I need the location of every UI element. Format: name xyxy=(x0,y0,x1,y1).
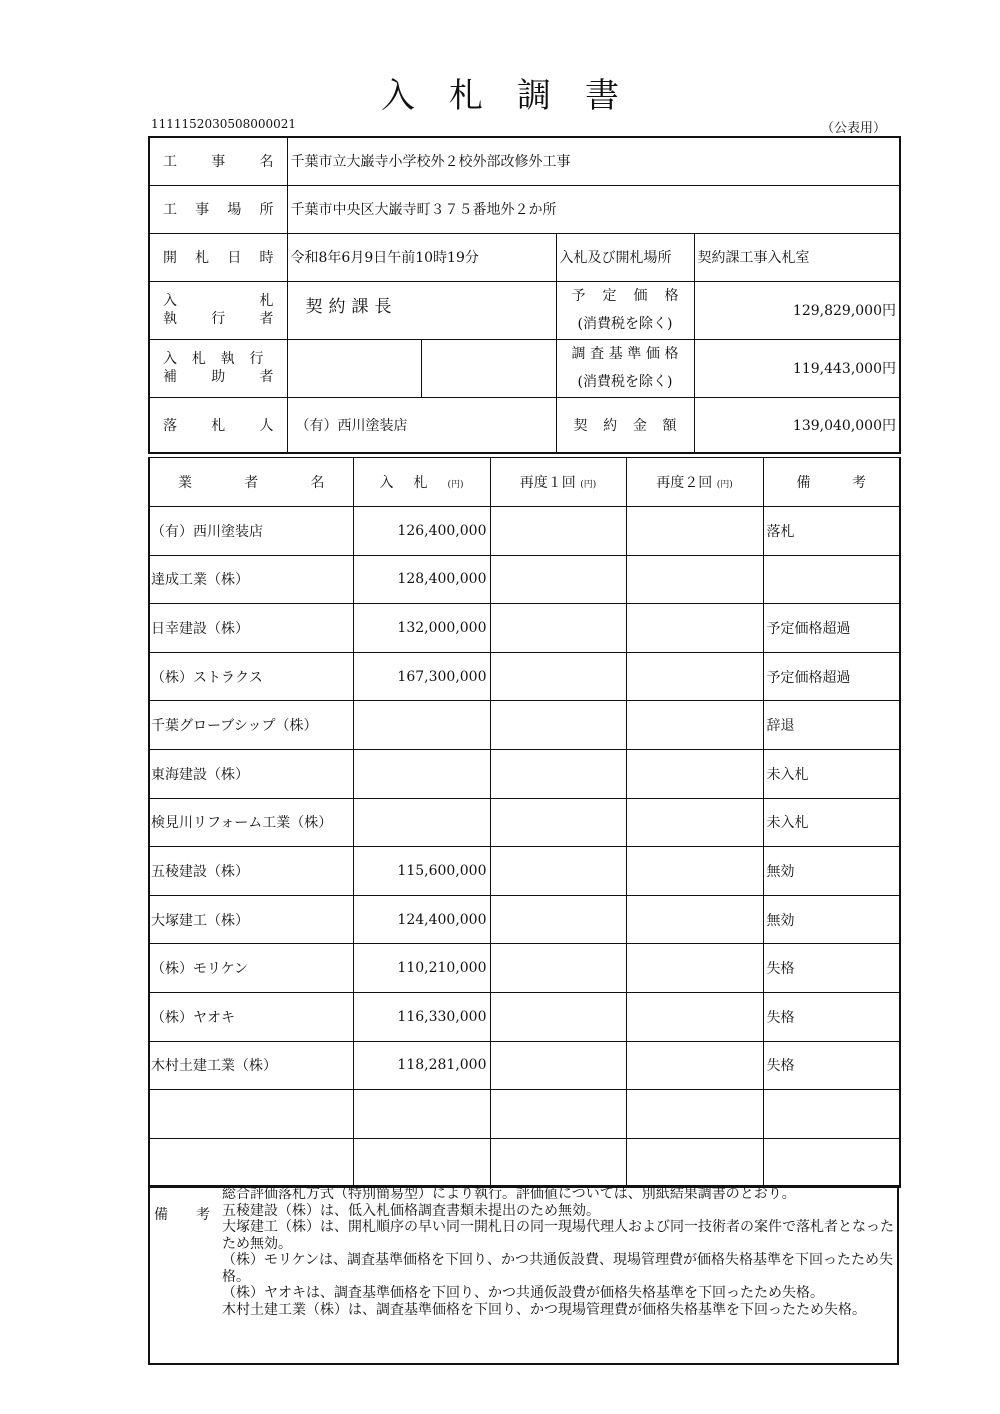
work-place: 千葉市中央区大巌寺町３７５番地外２か所 xyxy=(287,185,900,233)
rebid1-cell xyxy=(490,1090,626,1139)
company-cell: （株）モリケン xyxy=(149,944,353,993)
header-rebid1 xyxy=(490,458,626,507)
winner: （有）西川塗装店 xyxy=(287,397,556,453)
remarks-cell: 未入札 xyxy=(763,798,900,847)
label-text: 工 事 場 所 xyxy=(163,202,274,218)
remarks-box xyxy=(148,1185,899,1365)
label-text: 落 札 人 xyxy=(163,417,274,434)
remarks-cell: 失格 xyxy=(763,992,900,1041)
rebid2-cell xyxy=(626,1138,763,1187)
label-text: 入 札 執 行 補 助 者 xyxy=(163,351,274,385)
company-cell: 木村土建工業（株） xyxy=(149,1041,353,1090)
opening-label xyxy=(149,233,287,281)
rebid2-cell xyxy=(626,1041,763,1090)
rebid1-cell xyxy=(490,701,626,750)
header-bid: 入札(円) xyxy=(353,458,490,507)
bid-cell: 128,400,000 xyxy=(353,555,490,604)
planned-price-label xyxy=(556,281,694,339)
rebid2-cell xyxy=(626,992,763,1041)
rebid2-cell xyxy=(626,604,763,653)
label-text: 工 事 名 xyxy=(163,154,274,171)
bid-cell: 118,281,000 xyxy=(353,1041,490,1090)
assistant-1 xyxy=(287,339,421,397)
table-row xyxy=(149,701,900,750)
winner-label xyxy=(149,397,287,453)
remarks-cell: 予定価格超過 xyxy=(763,652,900,701)
unit-label: (円) xyxy=(716,480,733,490)
company-cell: 千葉グローブシップ（株） xyxy=(149,701,353,750)
table-row xyxy=(149,944,900,993)
remarks-cell: 無効 xyxy=(763,895,900,944)
work-name: 千葉市立大巌寺小学校外２校外部改修外工事 xyxy=(287,137,900,185)
remarks-line: 大塚建工（株）は、開札順序の早い同一開札日の同一現場代理人および同一技術者の案件で落札者となったため無効。 xyxy=(222,1219,894,1252)
label-text: 調 査 基 準 価 格 (消費税を除く) xyxy=(560,340,691,396)
rebid1-cell xyxy=(490,1041,626,1090)
document-id: 1111152030508000021 xyxy=(151,117,297,131)
contract-amount: 139,040,000円 xyxy=(694,397,900,453)
public-label: （公表用） xyxy=(820,121,886,136)
label-text: 入 札 執 行 者 xyxy=(163,293,274,327)
assistant-label xyxy=(149,339,287,397)
remarks-cell: 失格 xyxy=(763,944,900,993)
rebid2-cell xyxy=(626,701,763,750)
rebid1-cell xyxy=(490,555,626,604)
remarks-line: 五稜建設（株）は、低入札価格調査書類未提出のため無効。 xyxy=(222,1202,600,1219)
unit-label: (円) xyxy=(580,480,597,490)
header-company xyxy=(149,458,353,507)
rebid2-cell xyxy=(626,749,763,798)
bid-cell xyxy=(353,701,490,750)
rebid1-cell xyxy=(490,847,626,896)
rebid2-cell xyxy=(626,944,763,993)
bid-cell: 110,210,000 xyxy=(353,944,490,993)
bid-cell xyxy=(353,1090,490,1139)
rebid2-cell xyxy=(626,1090,763,1139)
rebid2-cell xyxy=(626,507,763,556)
rebid1-cell xyxy=(490,652,626,701)
info-table xyxy=(148,136,901,454)
contract-label xyxy=(556,397,694,453)
company-cell xyxy=(149,1090,353,1139)
remarks-cell: 予定価格超過 xyxy=(763,604,900,653)
company-cell: （有）西川塗装店 xyxy=(149,507,353,556)
remarks-line: （株）モリケンは、調査基準価格を下回り、かつ共通仮設費、現場管理費が価格失格基準を下回ったため失格。 xyxy=(222,1252,894,1285)
table-row xyxy=(149,555,900,604)
label-text: 予 定 価 格 (消費税を除く) xyxy=(560,282,691,338)
bid-cell: 116,330,000 xyxy=(353,992,490,1041)
rebid1-label: 再度１回 xyxy=(519,475,576,491)
work-name-label xyxy=(149,137,287,185)
bid-cell: 124,400,000 xyxy=(353,895,490,944)
bid-cell xyxy=(353,1138,490,1187)
label-text: 開 札 日 時 xyxy=(163,250,274,266)
remarks-cell xyxy=(763,1090,900,1139)
bid-cell: 132,000,000 xyxy=(353,604,490,653)
rebid1-cell xyxy=(490,992,626,1041)
rebid2-cell xyxy=(626,895,763,944)
rebid1-cell xyxy=(490,895,626,944)
rebid1-cell xyxy=(490,944,626,993)
remarks-line: 総合評価落札方式（特別簡易型）により執行。評価値については、別紙結果調書のとおり。 xyxy=(222,1186,796,1202)
unit-label: (円) xyxy=(447,480,464,490)
table-row xyxy=(149,895,900,944)
bid-cell: 167,300,000 xyxy=(353,652,490,701)
executor-label xyxy=(149,281,287,339)
remarks-line: （株）ヤオキは、調査基準価格を下回り、かつ共通仮設費が価格失格基準を下回ったため失格。 xyxy=(222,1285,824,1301)
venue-label: 入札及び開札場所 xyxy=(556,233,694,281)
table-row xyxy=(149,847,900,896)
table-row xyxy=(149,1090,900,1139)
survey-price-label xyxy=(556,339,694,397)
remarks-cell: 落札 xyxy=(763,507,900,556)
bid-cell: 115,600,000 xyxy=(353,847,490,896)
remarks-cell: 未入札 xyxy=(763,749,900,798)
bid-cell: 126,400,000 xyxy=(353,507,490,556)
bid-cell xyxy=(353,798,490,847)
bid-table xyxy=(148,457,901,1188)
header-rebid2 xyxy=(626,458,763,507)
rebid2-cell xyxy=(626,652,763,701)
bid-cell xyxy=(353,749,490,798)
table-row xyxy=(149,652,900,701)
venue: 契約課工事入札室 xyxy=(694,233,900,281)
remarks-text xyxy=(222,1186,897,1318)
rebid2-cell xyxy=(626,555,763,604)
opening-datetime: 令和8年6月9日午前10時19分 xyxy=(287,233,556,281)
remarks-cell: 辞退 xyxy=(763,701,900,750)
company-cell xyxy=(149,1138,353,1187)
rebid1-cell xyxy=(490,507,626,556)
table-row xyxy=(149,507,900,556)
company-cell: 達成工業（株） xyxy=(149,555,353,604)
rebid1-cell xyxy=(490,798,626,847)
company-cell: （株）ストラクス xyxy=(149,652,353,701)
planned-price: 129,829,000円 xyxy=(694,281,900,339)
tax-note: (消費税を除く) xyxy=(577,374,673,390)
executor: 契約課長 xyxy=(287,281,556,339)
work-place-label xyxy=(149,185,287,233)
table-row xyxy=(149,992,900,1041)
table-row xyxy=(149,798,900,847)
rebid1-cell xyxy=(490,604,626,653)
company-cell: （株）ヤオキ xyxy=(149,992,353,1041)
label-text: 業 者 名 xyxy=(178,475,325,491)
label-text: 備 考 xyxy=(796,475,866,491)
table-row xyxy=(149,1041,900,1090)
company-cell: 日幸建設（株） xyxy=(149,604,353,653)
remarks-cell: 無効 xyxy=(763,847,900,896)
rebid2-cell xyxy=(626,847,763,896)
company-cell: 五稜建設（株） xyxy=(149,847,353,896)
rebid2-cell xyxy=(626,798,763,847)
company-cell: 大塚建工（株） xyxy=(149,895,353,944)
table-row xyxy=(149,604,900,653)
label-text: 契 約 金 額 xyxy=(573,417,677,434)
header-remarks xyxy=(763,458,900,507)
remarks-label: 備 考 xyxy=(154,1207,210,1223)
remarks-cell xyxy=(763,1138,900,1187)
company-cell: 東海建設（株） xyxy=(149,749,353,798)
table-row xyxy=(149,749,900,798)
remarks-cell: 失格 xyxy=(763,1041,900,1090)
remarks-line: 木村土建工業（株）は、調査基準価格を下回り、かつ現場管理費が価格失格基準を下回ったため失格。 xyxy=(222,1301,866,1318)
tax-note: (消費税を除く) xyxy=(577,316,673,332)
assistant-2 xyxy=(421,339,556,397)
survey-price: 119,443,000円 xyxy=(694,339,900,397)
rebid1-cell xyxy=(490,1138,626,1187)
remarks-cell xyxy=(763,555,900,604)
company-cell: 検見川リフォーム工業（株） xyxy=(149,798,353,847)
table-row xyxy=(149,1138,900,1187)
rebid1-cell xyxy=(490,749,626,798)
rebid2-label: 再度２回 xyxy=(656,475,713,491)
document-title: 入札調書 xyxy=(381,76,653,116)
